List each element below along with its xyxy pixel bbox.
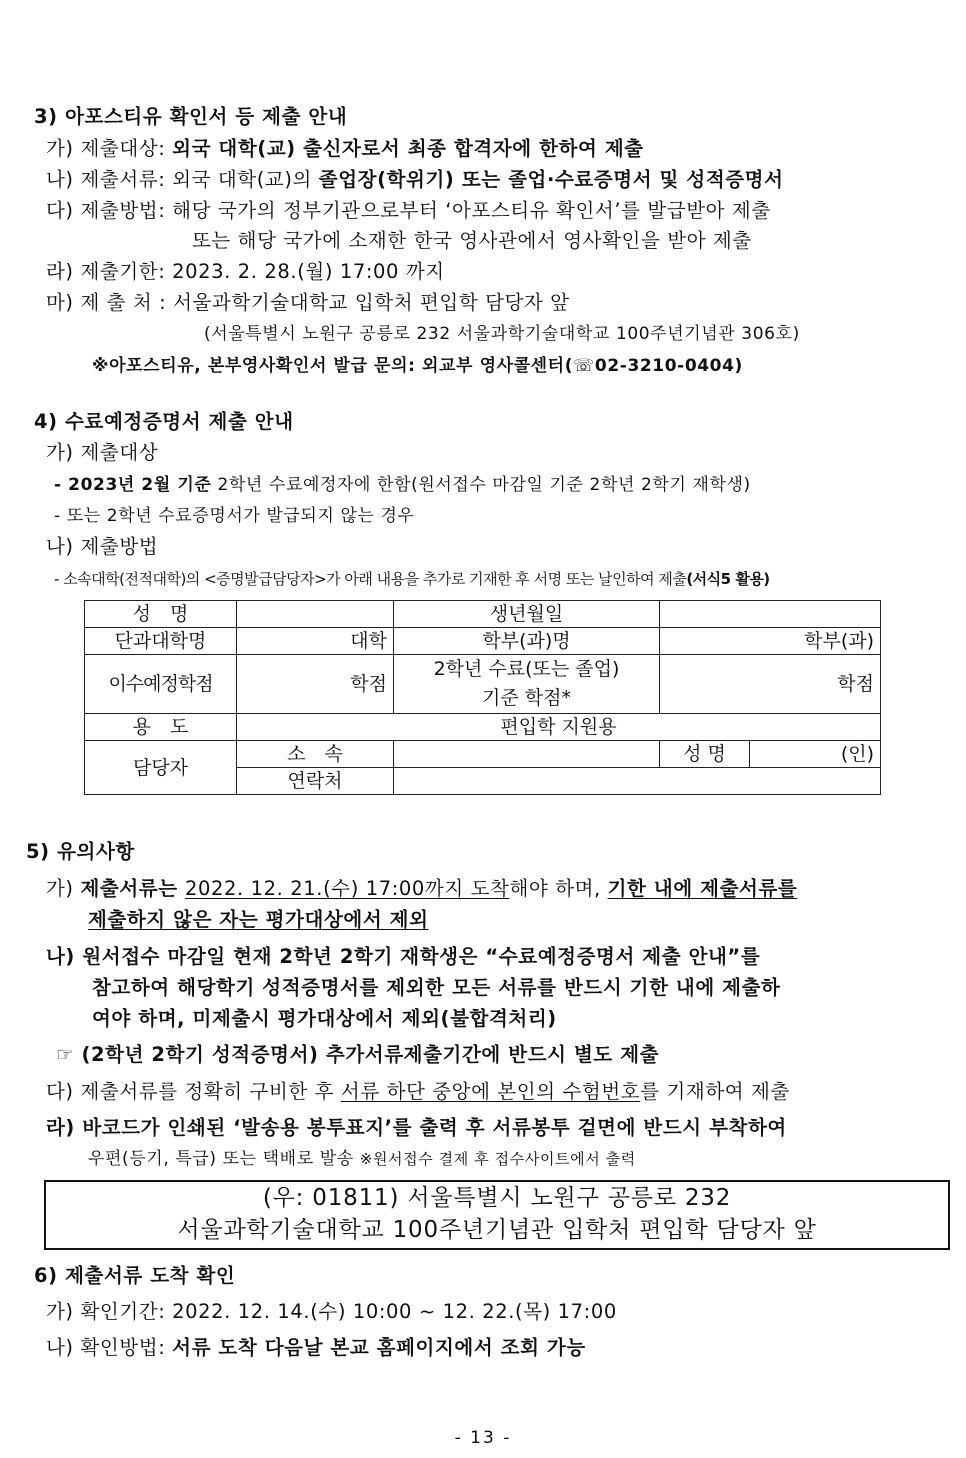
s4-b1-form-ref: (서식5 활용) bbox=[686, 570, 770, 588]
certificate-form-table bbox=[84, 600, 881, 795]
s6-b-label: 나) 확인방법: bbox=[46, 1336, 173, 1359]
form-birth-value bbox=[660, 601, 881, 628]
s3-item-e: 마) 제 출 처 : 서울과학기술대학교 입학처 편입학 담당자 앞 bbox=[46, 291, 570, 314]
section-4-title: 4) 수료예정증명서 제출 안내 bbox=[34, 410, 294, 433]
s5-item-d-line2 bbox=[88, 1146, 636, 1172]
form-purpose-label: 용 도 bbox=[85, 714, 237, 741]
form-affil-value bbox=[394, 741, 660, 768]
form-credits-unit: 학점 bbox=[237, 655, 394, 714]
s3-note: ※아포스티유, 본부영사확인서 발급 문의: 외교부 영사콜센터(☏02-3210-0404) bbox=[92, 356, 743, 376]
s5-d-print-note: ※원서접수 결제 후 접수사이트에서 출력 bbox=[359, 1150, 636, 1168]
s5-a-bold1: 제출서류는 bbox=[80, 877, 186, 900]
form-college-label: 단과대학명 bbox=[85, 628, 237, 655]
s5-c-post: 를 기재하여 제출 bbox=[640, 1080, 790, 1103]
s5-item-b-line3: 여야 하며, 미제출시 평가대상에서 제외(불합격처리) bbox=[92, 1007, 557, 1030]
s3-item-e-address: (서울특별시 노원구 공릉로 232 서울과학기술대학교 100주년기념관 306호) bbox=[204, 324, 800, 344]
s4-a-line2: - 또는 2학년 수료증명서가 발급되지 않는 경우 bbox=[54, 506, 415, 526]
address-line2: 서울과학기술대학교 100주년기념관 입학처 편입학 담당자 앞 bbox=[177, 1217, 817, 1243]
s4-a-line1 bbox=[54, 472, 751, 498]
s6-item-b bbox=[46, 1335, 586, 1361]
s3-a-text: 외국 대학(교) 출신자로서 최종 합격자에 한하여 제출 bbox=[172, 137, 644, 160]
s3-item-b bbox=[46, 167, 784, 193]
s6-item-a: 가) 확인기간: 2022. 12. 14.(수) 10:00 ~ 12. 22.(목) 17:00 bbox=[46, 1300, 617, 1323]
form-contact-value bbox=[394, 768, 881, 795]
form-dept-unit: 학부(과) bbox=[660, 628, 881, 655]
s5-c-pre: 다) 제출서류를 정확히 구비한 후 bbox=[46, 1080, 341, 1103]
s3-item-a bbox=[46, 136, 644, 162]
s5-c-exam-number: 서류 하단 중앙에 본인의 수험번호 bbox=[340, 1080, 641, 1103]
form-row-college bbox=[85, 628, 881, 655]
s5-item-b-line2: 참고하여 해당학기 성적증명서를 제외한 모든 서류를 반드시 기한 내에 제출하 bbox=[92, 976, 781, 999]
form-basis-label-line2: 기준 학점* bbox=[482, 687, 571, 709]
s4-b1-text: - 소속대학(전적대학)의 <증명발급담당자>가 아래 내용을 추가로 기재한 후 서명 또는 날인하여 제출 bbox=[54, 570, 687, 588]
s5-item-c bbox=[46, 1079, 790, 1105]
form-basis-label-line1: 2학년 수료(또는 졸업) bbox=[433, 658, 620, 680]
s3-item-c-line1: 다) 제출방법: 해당 국가의 정부기관으로부터 ‘아포스티유 확인서’를 발급받아 제출 bbox=[46, 199, 771, 222]
form-name-value bbox=[237, 601, 394, 628]
form-college-unit: 대학 bbox=[237, 628, 394, 655]
s4-item-b-label: 나) 제출방법 bbox=[46, 535, 159, 558]
form-basis-label bbox=[394, 655, 660, 714]
s5-item-a-line1 bbox=[46, 876, 797, 902]
address-line1: (우: 01811) 서울특별시 노원구 공릉로 232 bbox=[262, 1185, 732, 1211]
form-basis-unit: 학점 bbox=[660, 655, 881, 714]
s5-item-d-line1: 라) 바코드가 인쇄된 ‘발송용 봉투표지’를 출력 후 서류봉투 겉면에 반드시 부착하여 bbox=[46, 1116, 787, 1139]
s4-a1-bold: - 2023년 2월 기준 bbox=[54, 475, 212, 495]
form-birth-label: 생년월일 bbox=[394, 601, 660, 628]
s5-a-mid: 해야 하며, bbox=[509, 877, 608, 900]
s5-a-deadline: 2022. 12. 21.(수) 17:00까지 도착 bbox=[185, 877, 510, 900]
form-contact-label: 연락처 bbox=[237, 768, 394, 795]
form-row-name bbox=[85, 601, 881, 628]
s4-item-a-label: 가) 제출대상 bbox=[46, 441, 159, 464]
s5-a-warning2: 제출하지 않은 자는 평가대상에서 제외 bbox=[88, 908, 429, 931]
s3-item-c-line2: 또는 해당 국가에 소재한 한국 영사관에서 영사확인을 받아 제출 bbox=[192, 229, 752, 252]
page-number: - 13 - bbox=[454, 1428, 512, 1448]
form-name-label: 성 명 bbox=[85, 601, 237, 628]
s3-a-label: 가) 제출대상: bbox=[46, 137, 173, 160]
s5-item-b-line1: 나) 원서접수 마감일 현재 2학년 2학기 재학생은 “수료예정증명서 제출 안내”를 bbox=[46, 945, 761, 968]
s3-item-d: 라) 제출기한: 2023. 2. 28.(월) 17:00 까지 bbox=[46, 260, 445, 283]
form-affil-label: 소 속 bbox=[237, 741, 394, 768]
form-officer-name-label: 성 명 bbox=[660, 741, 750, 768]
form-officer-label: 담당자 bbox=[85, 741, 237, 795]
s5-additional-submission-note: ☞ (2학년 2학기 성적증명서) 추가서류제출기간에 반드시 별도 제출 bbox=[56, 1043, 660, 1066]
s5-item-a-line2 bbox=[88, 907, 429, 933]
form-purpose-value: 편입학 지원용 bbox=[237, 714, 881, 741]
s3-b-text: 졸업장(학위기) 또는 졸업·수료증명서 및 성적증명서 bbox=[318, 168, 784, 191]
form-dept-label: 학부(과)명 bbox=[394, 628, 660, 655]
form-row-credits bbox=[85, 655, 881, 714]
s6-b-text: 서류 도착 다음날 본교 홈페이지에서 조회 가능 bbox=[172, 1336, 586, 1359]
section-5-title: 5) 유의사항 bbox=[26, 840, 135, 863]
mailing-address-box bbox=[44, 1180, 950, 1250]
section-3-title: 3) 아포스티유 확인서 등 제출 안내 bbox=[34, 105, 348, 128]
form-credits-label: 이수예정학점 bbox=[85, 655, 237, 714]
s4-a1-rest: 2학년 수료예정자에 한함(원서접수 마감일 기준 2학년 2학기 재학생) bbox=[211, 475, 751, 495]
form-row-purpose bbox=[85, 714, 881, 741]
s5-a-prefix: 가) bbox=[46, 877, 81, 900]
s3-b-label: 나) 제출서류: 외국 대학(교)의 bbox=[46, 168, 319, 191]
form-row-officer-affil bbox=[85, 741, 881, 768]
section-6-title: 6) 제출서류 도착 확인 bbox=[34, 1264, 236, 1287]
s5-a-warning1: 기한 내에 제출서류를 bbox=[607, 877, 798, 900]
form-seal-label: (인) bbox=[750, 741, 881, 768]
s5-d-shipping: 우편(등기, 특급) 또는 택배로 발송 bbox=[88, 1149, 360, 1169]
s4-b-line1 bbox=[54, 566, 770, 592]
